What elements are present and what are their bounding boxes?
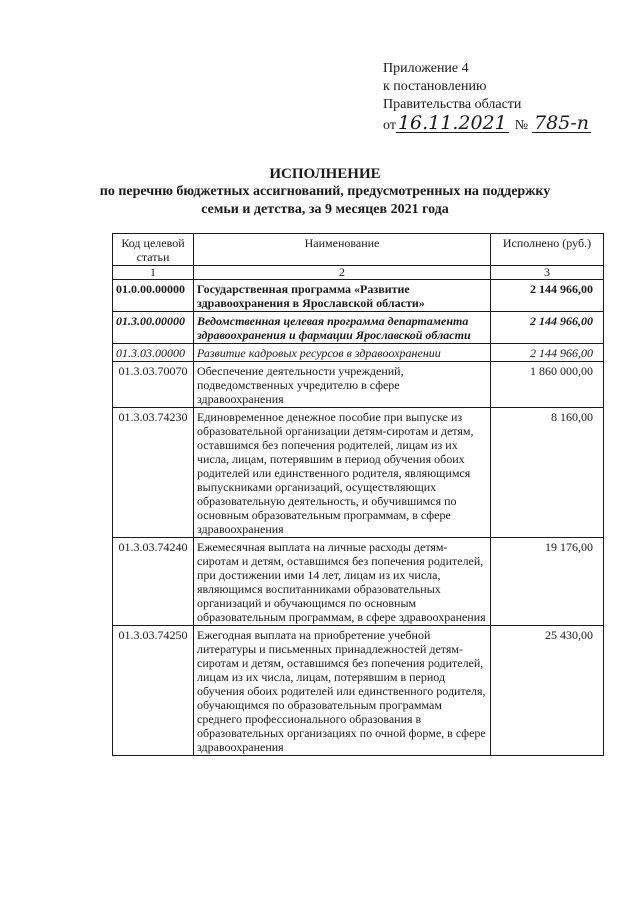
row-code: 01.3.03.70070 bbox=[113, 362, 194, 408]
row-code: 01.3.00.00000 bbox=[113, 312, 194, 344]
column-number: 2 bbox=[194, 266, 491, 280]
header-name: Наименование bbox=[194, 234, 491, 266]
row-code: 01.3.03.74230 bbox=[113, 408, 194, 538]
date-prefix: от bbox=[383, 118, 396, 133]
header-code: Код целевой статьи bbox=[113, 234, 194, 266]
document-heading bbox=[90, 165, 560, 219]
row-name: Ежемесячная выплата на личные расходы детям-сиротам и детям, оставшимся без попечения родителей, при достижении ими 14 лет, лицам из их числа, являющимся воспитанниками образовательных организаций и обучающимся по основным образовательным программам, в сфере здравоохранения bbox=[194, 538, 491, 626]
row-name: Единовременное денежное пособие при выпуске из образовательной организации детям-сиротам и детям, оставшимся без попечения родителей, лицам из их числа, лицам, потерявшим в период обучения обоих родителей или единственного родителя, являющимся выпускниками организаций, осуществляющих образовательную деятельность, и обучившимся по основным образовательным программам, в сфере здравоохранения bbox=[194, 408, 491, 538]
number-prefix: № bbox=[514, 118, 529, 133]
row-amount: 2 144 966,00 bbox=[491, 280, 604, 312]
table-header-row bbox=[113, 234, 604, 266]
row-name: Развитие кадровых ресурсов в здравоохранении bbox=[194, 344, 491, 362]
table-row bbox=[113, 280, 604, 312]
row-code: 01.3.03.74240 bbox=[113, 538, 194, 626]
row-name: Государственная программа «Развитие здравоохранения в Ярославской области» bbox=[194, 280, 491, 312]
row-amount: 8 160,00 bbox=[491, 408, 604, 538]
execution-table bbox=[112, 233, 604, 756]
appendix-date-line bbox=[383, 114, 597, 135]
appendix-line-3: Правительства области bbox=[383, 97, 522, 112]
column-number-row bbox=[113, 266, 604, 280]
header-amount: Исполнено (руб.) bbox=[491, 234, 604, 266]
row-amount: 2 144 966,00 bbox=[491, 344, 604, 362]
table-row bbox=[113, 408, 604, 538]
appendix-line-1: Приложение 4 bbox=[383, 61, 469, 76]
table-row bbox=[113, 538, 604, 626]
table-row bbox=[113, 362, 604, 408]
table-row bbox=[113, 626, 604, 756]
row-code: 01.3.03.00000 bbox=[113, 344, 194, 362]
row-name: Обеспечение деятельности учреждений, подведомственных учредителю в сфере здравоохранения bbox=[194, 362, 491, 408]
table-row bbox=[113, 344, 604, 362]
row-code: 01.3.03.74250 bbox=[113, 626, 194, 756]
document-subtitle-2: семьи и детства, за 9 месяцев 2021 года bbox=[201, 202, 449, 217]
row-name: Ведомственная целевая программа департамента здравоохранения и фармации Ярославской области bbox=[194, 312, 491, 344]
appendix-line-2: к постановлению bbox=[383, 79, 487, 94]
row-amount: 2 144 966,00 bbox=[491, 312, 604, 344]
row-amount: 25 430,00 bbox=[491, 626, 604, 756]
handwritten-number: 785-п bbox=[534, 112, 590, 134]
document-title: ИСПОЛНЕНИЕ bbox=[269, 166, 381, 182]
row-name: Ежегодная выплата на приобретение учебной литературы и письменных принадлежностей детям-сиротам и детям, оставшимся без попечения родителей, лицам из их числа, лицам, потерявшим в период обучения обоих родителей или единственного родителя, обучающимся по образовательным программам среднего профессионального образования в образовательных организациях по очной форме, в сфере здравоохранения bbox=[194, 626, 491, 756]
table-row bbox=[113, 312, 604, 344]
column-number: 1 bbox=[113, 266, 194, 280]
row-code: 01.0.00.00000 bbox=[113, 280, 194, 312]
column-number: 3 bbox=[491, 266, 604, 280]
row-amount: 1 860 000,00 bbox=[491, 362, 604, 408]
row-amount: 19 176,00 bbox=[491, 538, 604, 626]
handwritten-date: 16.11.2021 bbox=[397, 112, 507, 134]
appendix-block bbox=[383, 60, 597, 135]
document-subtitle-1: по перечню бюджетных ассигнований, предусмотренных на поддержку bbox=[99, 184, 551, 199]
